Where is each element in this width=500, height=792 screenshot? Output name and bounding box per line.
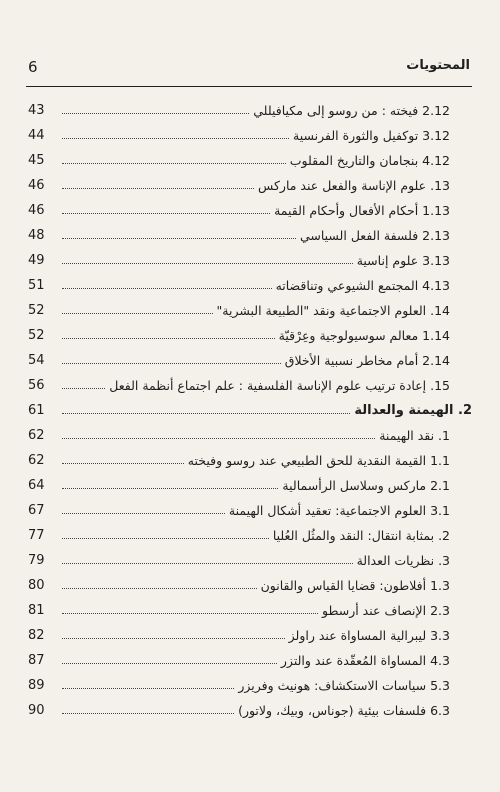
- toc-entry-title: 2.14 أمام مخاطر نسبية الأخلاق: [284, 353, 450, 368]
- toc-entry-title: 3. نظريات العدالة: [356, 553, 450, 568]
- table-of-contents: [28, 98, 472, 723]
- toc-dot-leader: [62, 713, 234, 714]
- toc-entry-title: 2.12 فيخته : من روسو إلى مكيافيللي: [253, 103, 450, 118]
- toc-dot-leader: [62, 188, 254, 189]
- toc-entry: [28, 173, 472, 198]
- toc-entry-title: 2.13 فلسفة الفعل السياسي: [299, 228, 450, 243]
- toc-entry: [28, 598, 472, 623]
- toc-dot-leader: [62, 163, 286, 164]
- toc-entry-page: 82: [28, 628, 45, 643]
- toc-entry-title: 2. بمثابة انتقال: النقد والمثُل العُليا: [272, 528, 450, 543]
- toc-entry-page: 48: [28, 228, 45, 243]
- toc-dot-leader: [62, 113, 249, 114]
- toc-entry: [28, 273, 472, 298]
- toc-entry-page: 62: [28, 428, 45, 443]
- toc-entry-title: 2.1 ماركس وسلاسل الرأسمالية: [282, 478, 450, 493]
- toc-entry-page: 87: [28, 653, 45, 668]
- toc-entry-page: 44: [28, 128, 45, 143]
- toc-dot-leader: [62, 688, 234, 689]
- toc-entry-title: 1. نقد الهيمنة: [379, 428, 450, 443]
- toc-entry-title: 6.3 فلسفات بيئية (جوناس، وبيك، ولاتور): [238, 703, 450, 718]
- toc-entry-page: 46: [28, 203, 45, 218]
- header-rule: [26, 86, 472, 87]
- toc-entry: [28, 348, 472, 373]
- toc-entry-page: 49: [28, 253, 45, 268]
- toc-entry-title: 4.12 بنجامان والتاريخ المقلوب: [289, 153, 450, 168]
- toc-dot-leader: [62, 313, 213, 314]
- toc-entry-page: 67: [28, 503, 45, 518]
- toc-entry-title: 1.13 أحكام الأفعال وأحكام القيمة: [274, 203, 450, 218]
- toc-entry: [28, 473, 472, 498]
- toc-entry-title: 15. إعادة ترتيب علوم الإناسة الفلسفية : علم اجتماع أنظمة الفعل: [109, 378, 450, 393]
- toc-entry: [28, 673, 472, 698]
- toc-entry-page: 80: [28, 578, 45, 593]
- toc-entry: [28, 123, 472, 148]
- toc-dot-leader: [62, 388, 105, 389]
- toc-entry-title: 5.3 سياسات الاستكشاف: هونيث وفريزر: [238, 678, 450, 693]
- toc-entry: [28, 148, 472, 173]
- toc-entry-title: 2.3 الإنصاف عند أرسطو: [322, 603, 450, 618]
- toc-entry: [28, 523, 472, 548]
- toc-entry-title: 3.12 توكفيل والثورة الفرنسية: [293, 128, 450, 143]
- toc-entry-page: 56: [28, 378, 45, 393]
- toc-entry-title: 13. علوم الإناسة والفعل عند ماركس: [258, 178, 450, 193]
- toc-entry-page: 54: [28, 353, 45, 368]
- toc-entry: [28, 373, 472, 398]
- toc-dot-leader: [62, 213, 270, 214]
- toc-dot-leader: [62, 288, 272, 289]
- toc-entry-title: 4.13 المجتمع الشيوعي وتناقضاته: [275, 278, 450, 293]
- toc-entry-page: 61: [28, 403, 45, 418]
- toc-entry-title: 3.13 علوم إناسية: [356, 253, 450, 268]
- toc-dot-leader: [62, 438, 375, 439]
- toc-entry: [28, 223, 472, 248]
- toc-chapter-entry: [28, 398, 472, 423]
- toc-entry-title: 1.14 معالم سوسيولوجية وعِرْقيّة: [278, 328, 450, 343]
- toc-dot-leader: [62, 238, 296, 239]
- toc-entry-page: 90: [28, 703, 45, 718]
- page-number: 6: [28, 58, 38, 76]
- toc-entry: [28, 698, 472, 723]
- toc-entry-title: 1.1 القيمة النقدية للحق الطبيعي عند روسو وفيخته: [187, 453, 450, 468]
- toc-dot-leader: [62, 613, 318, 614]
- toc-entry-page: 51: [28, 278, 45, 293]
- toc-entry-page: 52: [28, 328, 45, 343]
- toc-entry-page: 43: [28, 103, 45, 118]
- toc-entry: [28, 248, 472, 273]
- toc-entry-page: 52: [28, 303, 45, 318]
- toc-dot-leader: [62, 513, 225, 514]
- toc-dot-leader: [62, 338, 275, 339]
- toc-entry-page: 45: [28, 153, 45, 168]
- toc-dot-leader: [62, 563, 353, 564]
- toc-dot-leader: [62, 538, 269, 539]
- toc-entry-title: 4.3 المساواة المُعقّدة عند والتزر: [280, 653, 450, 668]
- toc-entry-page: 62: [28, 453, 45, 468]
- toc-entry: [28, 573, 472, 598]
- page-header: [28, 58, 470, 82]
- running-title: المحتويات: [406, 58, 470, 73]
- toc-entry-title: 14. العلوم الاجتماعية ونقد "الطبيعة البشرية": [216, 303, 450, 318]
- toc-entry-page: 64: [28, 478, 45, 493]
- toc-entry: [28, 623, 472, 648]
- toc-entry: [28, 448, 472, 473]
- toc-entry: [28, 423, 472, 448]
- toc-dot-leader: [62, 463, 184, 464]
- toc-entry-title: 1.3 أفلاطون: قضايا القياس والقانون: [260, 578, 450, 593]
- toc-dot-leader: [62, 588, 257, 589]
- toc-dot-leader: [62, 138, 289, 139]
- toc-entry: [28, 198, 472, 223]
- toc-entry-page: 79: [28, 553, 45, 568]
- toc-entry-title: 2. الهيمنة والعدالة: [354, 403, 472, 418]
- toc-entry-title: 3.3 ليبرالية المساواة عند راولز: [288, 628, 450, 643]
- toc-entry-page: 81: [28, 603, 45, 618]
- toc-dot-leader: [62, 488, 278, 489]
- toc-dot-leader: [62, 413, 350, 414]
- toc-entry-page: 89: [28, 678, 45, 693]
- toc-entry: [28, 298, 472, 323]
- toc-entry: [28, 548, 472, 573]
- toc-entry-page: 77: [28, 528, 45, 543]
- toc-dot-leader: [62, 663, 277, 664]
- toc-entry: [28, 498, 472, 523]
- toc-entry: [28, 648, 472, 673]
- toc-dot-leader: [62, 263, 353, 264]
- toc-entry: [28, 98, 472, 123]
- toc-entry-page: 46: [28, 178, 45, 193]
- toc-entry: [28, 323, 472, 348]
- toc-dot-leader: [62, 363, 281, 364]
- toc-dot-leader: [62, 638, 285, 639]
- toc-entry-title: 3.1 العلوم الاجتماعية: تعقيد أشكال الهيمنة: [228, 503, 450, 518]
